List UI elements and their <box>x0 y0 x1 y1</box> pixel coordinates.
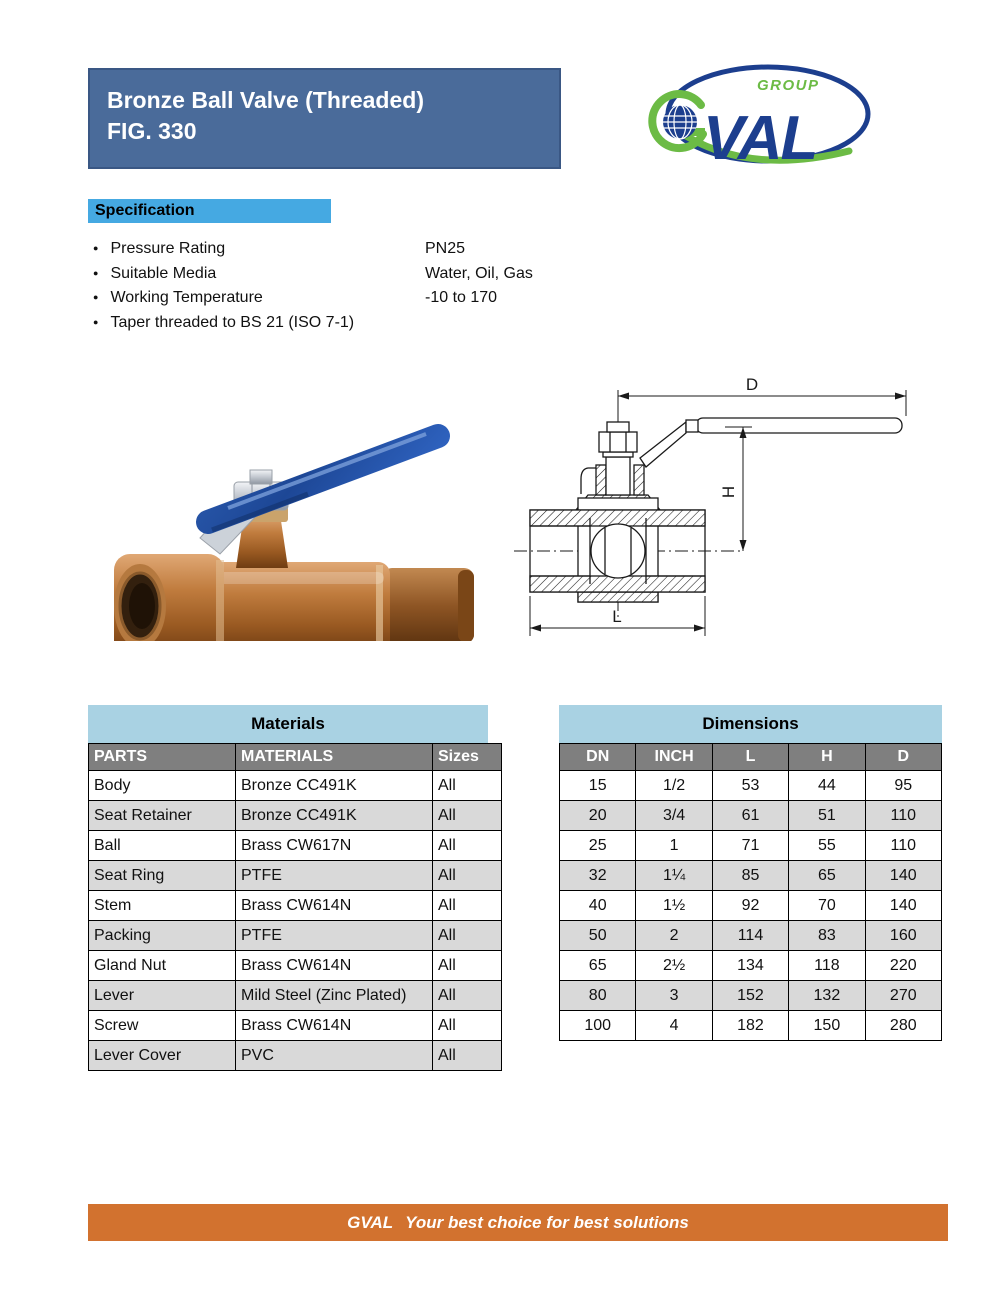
bullet-icon: ● <box>93 292 99 302</box>
table-row <box>89 1041 502 1071</box>
table-row <box>89 831 502 861</box>
table-cell: 134 <box>712 951 788 981</box>
bullet-icon: ● <box>93 243 99 253</box>
spec-label: Working Temperature <box>110 289 263 306</box>
dimension-label-l: L <box>612 607 622 626</box>
title-line-2: FIG. 330 <box>107 118 197 144</box>
table-row <box>560 891 942 921</box>
table-cell: 100 <box>560 1011 636 1041</box>
table-cell: 51 <box>789 801 865 831</box>
table-cell: All <box>433 771 502 801</box>
spec-item-pressure-rating <box>88 240 708 265</box>
table-cell: 110 <box>865 801 941 831</box>
table-cell: Seat Retainer <box>89 801 236 831</box>
spec-label: Pressure Rating <box>110 240 226 257</box>
spec-value: PN25 <box>425 240 466 257</box>
valve-technical-drawing <box>500 370 950 662</box>
table-cell: Brass CW614N <box>236 951 433 981</box>
table-cell: Body <box>89 771 236 801</box>
table-row <box>89 891 502 921</box>
bullet-icon: ● <box>93 316 99 327</box>
table-cell: All <box>433 921 502 951</box>
table-cell: All <box>433 831 502 861</box>
table-cell: 160 <box>865 921 941 951</box>
materials-table <box>88 743 502 1071</box>
table-row <box>560 921 942 951</box>
table-cell: Stem <box>89 891 236 921</box>
table-cell: 150 <box>789 1011 865 1041</box>
table-cell: All <box>433 891 502 921</box>
table-cell: 32 <box>560 861 636 891</box>
column-header: INCH <box>636 744 712 771</box>
gval-logo <box>641 52 883 178</box>
dimension-label-d: D <box>745 375 759 394</box>
table-cell: All <box>433 1041 502 1071</box>
footer-slogan-bar <box>88 1204 948 1241</box>
spec-item-taper-threaded <box>88 314 708 339</box>
dimensions-table-title: Dimensions <box>559 705 942 743</box>
logo-val-text: VAL <box>703 104 817 173</box>
dimensions-section <box>559 705 942 1041</box>
title-line-1: Bronze Ball Valve (Threaded) <box>107 87 424 113</box>
column-header: D <box>865 744 941 771</box>
table-cell: 2½ <box>636 951 712 981</box>
table-cell: 15 <box>560 771 636 801</box>
table-cell: Screw <box>89 1011 236 1041</box>
spec-label: Suitable Media <box>110 264 217 282</box>
table-cell: PTFE <box>236 861 433 891</box>
table-cell: 80 <box>560 981 636 1011</box>
column-header: L <box>712 744 788 771</box>
table-cell: 152 <box>712 981 788 1011</box>
table-cell: 53 <box>712 771 788 801</box>
dimensions-header-row <box>560 744 942 771</box>
table-cell: 4 <box>636 1011 712 1041</box>
footer-brand: GVAL <box>347 1213 394 1232</box>
table-cell: Brass CW617N <box>236 831 433 861</box>
table-cell: Mild Steel (Zinc Plated) <box>236 981 433 1011</box>
table-cell: 65 <box>560 951 636 981</box>
table-row <box>89 981 502 1011</box>
table-cell: 1 <box>636 831 712 861</box>
table-row <box>89 801 502 831</box>
table-cell: All <box>433 861 502 891</box>
table-row <box>89 1011 502 1041</box>
logo-group-text: GROUP <box>757 77 820 94</box>
table-cell: Packing <box>89 921 236 951</box>
table-cell: Bronze CC491K <box>236 801 433 831</box>
column-header: H <box>789 744 865 771</box>
table-cell: All <box>433 1011 502 1041</box>
table-cell: 55 <box>789 831 865 861</box>
table-row <box>560 861 942 891</box>
table-cell: PTFE <box>236 921 433 951</box>
table-row <box>89 771 502 801</box>
materials-table-title: Materials <box>88 705 488 743</box>
table-cell: 50 <box>560 921 636 951</box>
table-cell: 40 <box>560 891 636 921</box>
table-cell: All <box>433 951 502 981</box>
materials-header-row <box>89 744 502 771</box>
specification-heading: Specification <box>88 199 331 223</box>
table-cell: 1½ <box>636 891 712 921</box>
table-cell: 3 <box>636 981 712 1011</box>
table-cell: 25 <box>560 831 636 861</box>
table-cell: 65 <box>789 861 865 891</box>
valve-handle <box>208 436 438 522</box>
table-cell: 140 <box>865 861 941 891</box>
spec-value: -10 to 170 <box>425 289 498 306</box>
column-header: Sizes <box>433 744 502 771</box>
dimension-label-h: H <box>719 485 738 499</box>
table-cell: 1¼ <box>636 861 712 891</box>
table-cell: Bronze CC491K <box>236 771 433 801</box>
spec-value: Water, Oil, Gas <box>425 264 533 282</box>
table-row <box>560 981 942 1011</box>
table-cell: Gland Nut <box>89 951 236 981</box>
table-cell: Ball <box>89 831 236 861</box>
page-title <box>88 68 561 169</box>
specification-list <box>88 240 708 338</box>
spec-item-working-temperature <box>88 289 708 314</box>
bullet-icon: ● <box>93 267 99 278</box>
column-header: MATERIALS <box>236 744 433 771</box>
table-cell: 95 <box>865 771 941 801</box>
table-cell: 110 <box>865 831 941 861</box>
table-cell: 140 <box>865 891 941 921</box>
table-cell: 118 <box>789 951 865 981</box>
table-cell: All <box>433 801 502 831</box>
column-header: PARTS <box>89 744 236 771</box>
table-row <box>89 921 502 951</box>
table-cell: Seat Ring <box>89 861 236 891</box>
table-cell: 3/4 <box>636 801 712 831</box>
table-cell: Lever Cover <box>89 1041 236 1071</box>
table-cell: Brass CW614N <box>236 891 433 921</box>
table-cell: 132 <box>789 981 865 1011</box>
valve-photo <box>108 396 484 641</box>
column-header: DN <box>560 744 636 771</box>
table-cell: 44 <box>789 771 865 801</box>
table-cell: Brass CW614N <box>236 1011 433 1041</box>
table-row <box>560 801 942 831</box>
table-cell: 280 <box>865 1011 941 1041</box>
dimensions-table <box>559 743 942 1041</box>
table-cell: 85 <box>712 861 788 891</box>
materials-section <box>88 705 488 1071</box>
table-cell: PVC <box>236 1041 433 1071</box>
table-cell: Lever <box>89 981 236 1011</box>
footer-slogan: Your best choice for best solutions <box>405 1213 689 1232</box>
table-row <box>89 861 502 891</box>
spec-label: Taper threaded to BS 21 (ISO 7-1) <box>110 313 355 331</box>
table-cell: 2 <box>636 921 712 951</box>
table-cell: 70 <box>789 891 865 921</box>
table-cell: 71 <box>712 831 788 861</box>
table-row <box>560 831 942 861</box>
globe-icon <box>652 94 705 148</box>
table-cell: All <box>433 981 502 1011</box>
table-cell: 1/2 <box>636 771 712 801</box>
table-row <box>560 1011 942 1041</box>
table-cell: 182 <box>712 1011 788 1041</box>
table-cell: 83 <box>789 921 865 951</box>
spec-item-suitable-media <box>88 265 708 290</box>
table-cell: 92 <box>712 891 788 921</box>
table-cell: 20 <box>560 801 636 831</box>
table-cell: 270 <box>865 981 941 1011</box>
table-row <box>89 951 502 981</box>
table-cell: 114 <box>712 921 788 951</box>
table-row <box>560 951 942 981</box>
table-cell: 61 <box>712 801 788 831</box>
table-row <box>560 771 942 801</box>
table-cell: 220 <box>865 951 941 981</box>
